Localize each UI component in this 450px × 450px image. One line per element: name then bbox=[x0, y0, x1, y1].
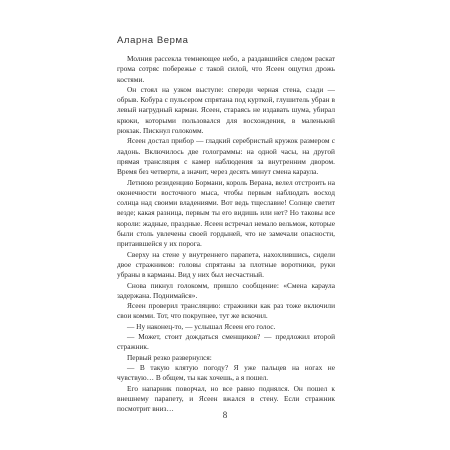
paragraph: — Ну наконец-то, — услышал Ясеен его голос. bbox=[127, 321, 276, 331]
paragraph: Молния рассекла темнеющее небо, а раздавшийся следом раскат грома сотряс побережье с такой силой, что Ясеен ощутил дрожь костями. bbox=[117, 54, 335, 84]
paragraph: Первый резко развернулся: bbox=[127, 352, 212, 362]
paragraph: Сверху на стене у внутреннего парапета, нахохлившись, сидели двое стражников: головы спрятаны за плотные воротники, руки убраны в карманы. Вид у них был несчастный. bbox=[117, 249, 335, 280]
paragraph: Его напарник поворчал, но все равно поднялся. Он пошел к внешнему парапету, и Ясеен вжался в стену. Если стражник посмотрит вниз… bbox=[117, 383, 335, 414]
paragraph: — В такую клятую погоду? Я уже пальцев на ногах не чувствую… В общем, ты как хочешь, а я пошел. bbox=[117, 362, 335, 383]
page-number: 8 bbox=[222, 410, 228, 420]
paragraph: — Может, стоит дождаться сменщиков? — предложил второй стражник. bbox=[117, 332, 335, 352]
paragraph: Он стоял на узком выступе: спереди черная стена, сзади — обрыв. Кобура с пульсером спрятана под курткой, глушитель убран в левый нагрудный карман. Ясеен, стараясь не издавать шума, убирал крюки, которыми пользовался для восхождения, в маленький рюкзак. Пискнул голокомм. bbox=[117, 84, 335, 136]
running-head: Аларна Верма bbox=[117, 35, 189, 46]
body-text bbox=[117, 54, 335, 414]
paragraph: Ясеен достал прибор — гладкий серебристый кружок размером с ладонь. Включилось две голограммы: на одной часы, на другой прямая трансляция с камер наблюдения за внутренним двором. Время без четверти, а значит, через десять минут смена караула. bbox=[117, 136, 335, 177]
paragraph: Летнюю резиденцию Бормани, король Верана, велел отстроить на оконечности восточного мыса, чтобы первым наблюдать восход солнца над своими владениями. Вот ведь тщеславие! Солнце светит везде; какая разница, первым ты его видишь или нет? Но таковы все короли: жадные, праздные. Ясеен встречал немало вельмож, которые были столь увлечены своей гордыней, что не замечали опасности, притаившейся у их порога. bbox=[117, 177, 335, 249]
paragraph: Ясеен проверил трансляцию: стражники как раз тоже включили свои комми. Тот, что покрупнее, тут же вскочил. bbox=[117, 301, 335, 321]
paragraph: Снова пикнул голокомм, пришло сообщение: «Смена караула задержана. Поднимайся». bbox=[117, 280, 335, 300]
